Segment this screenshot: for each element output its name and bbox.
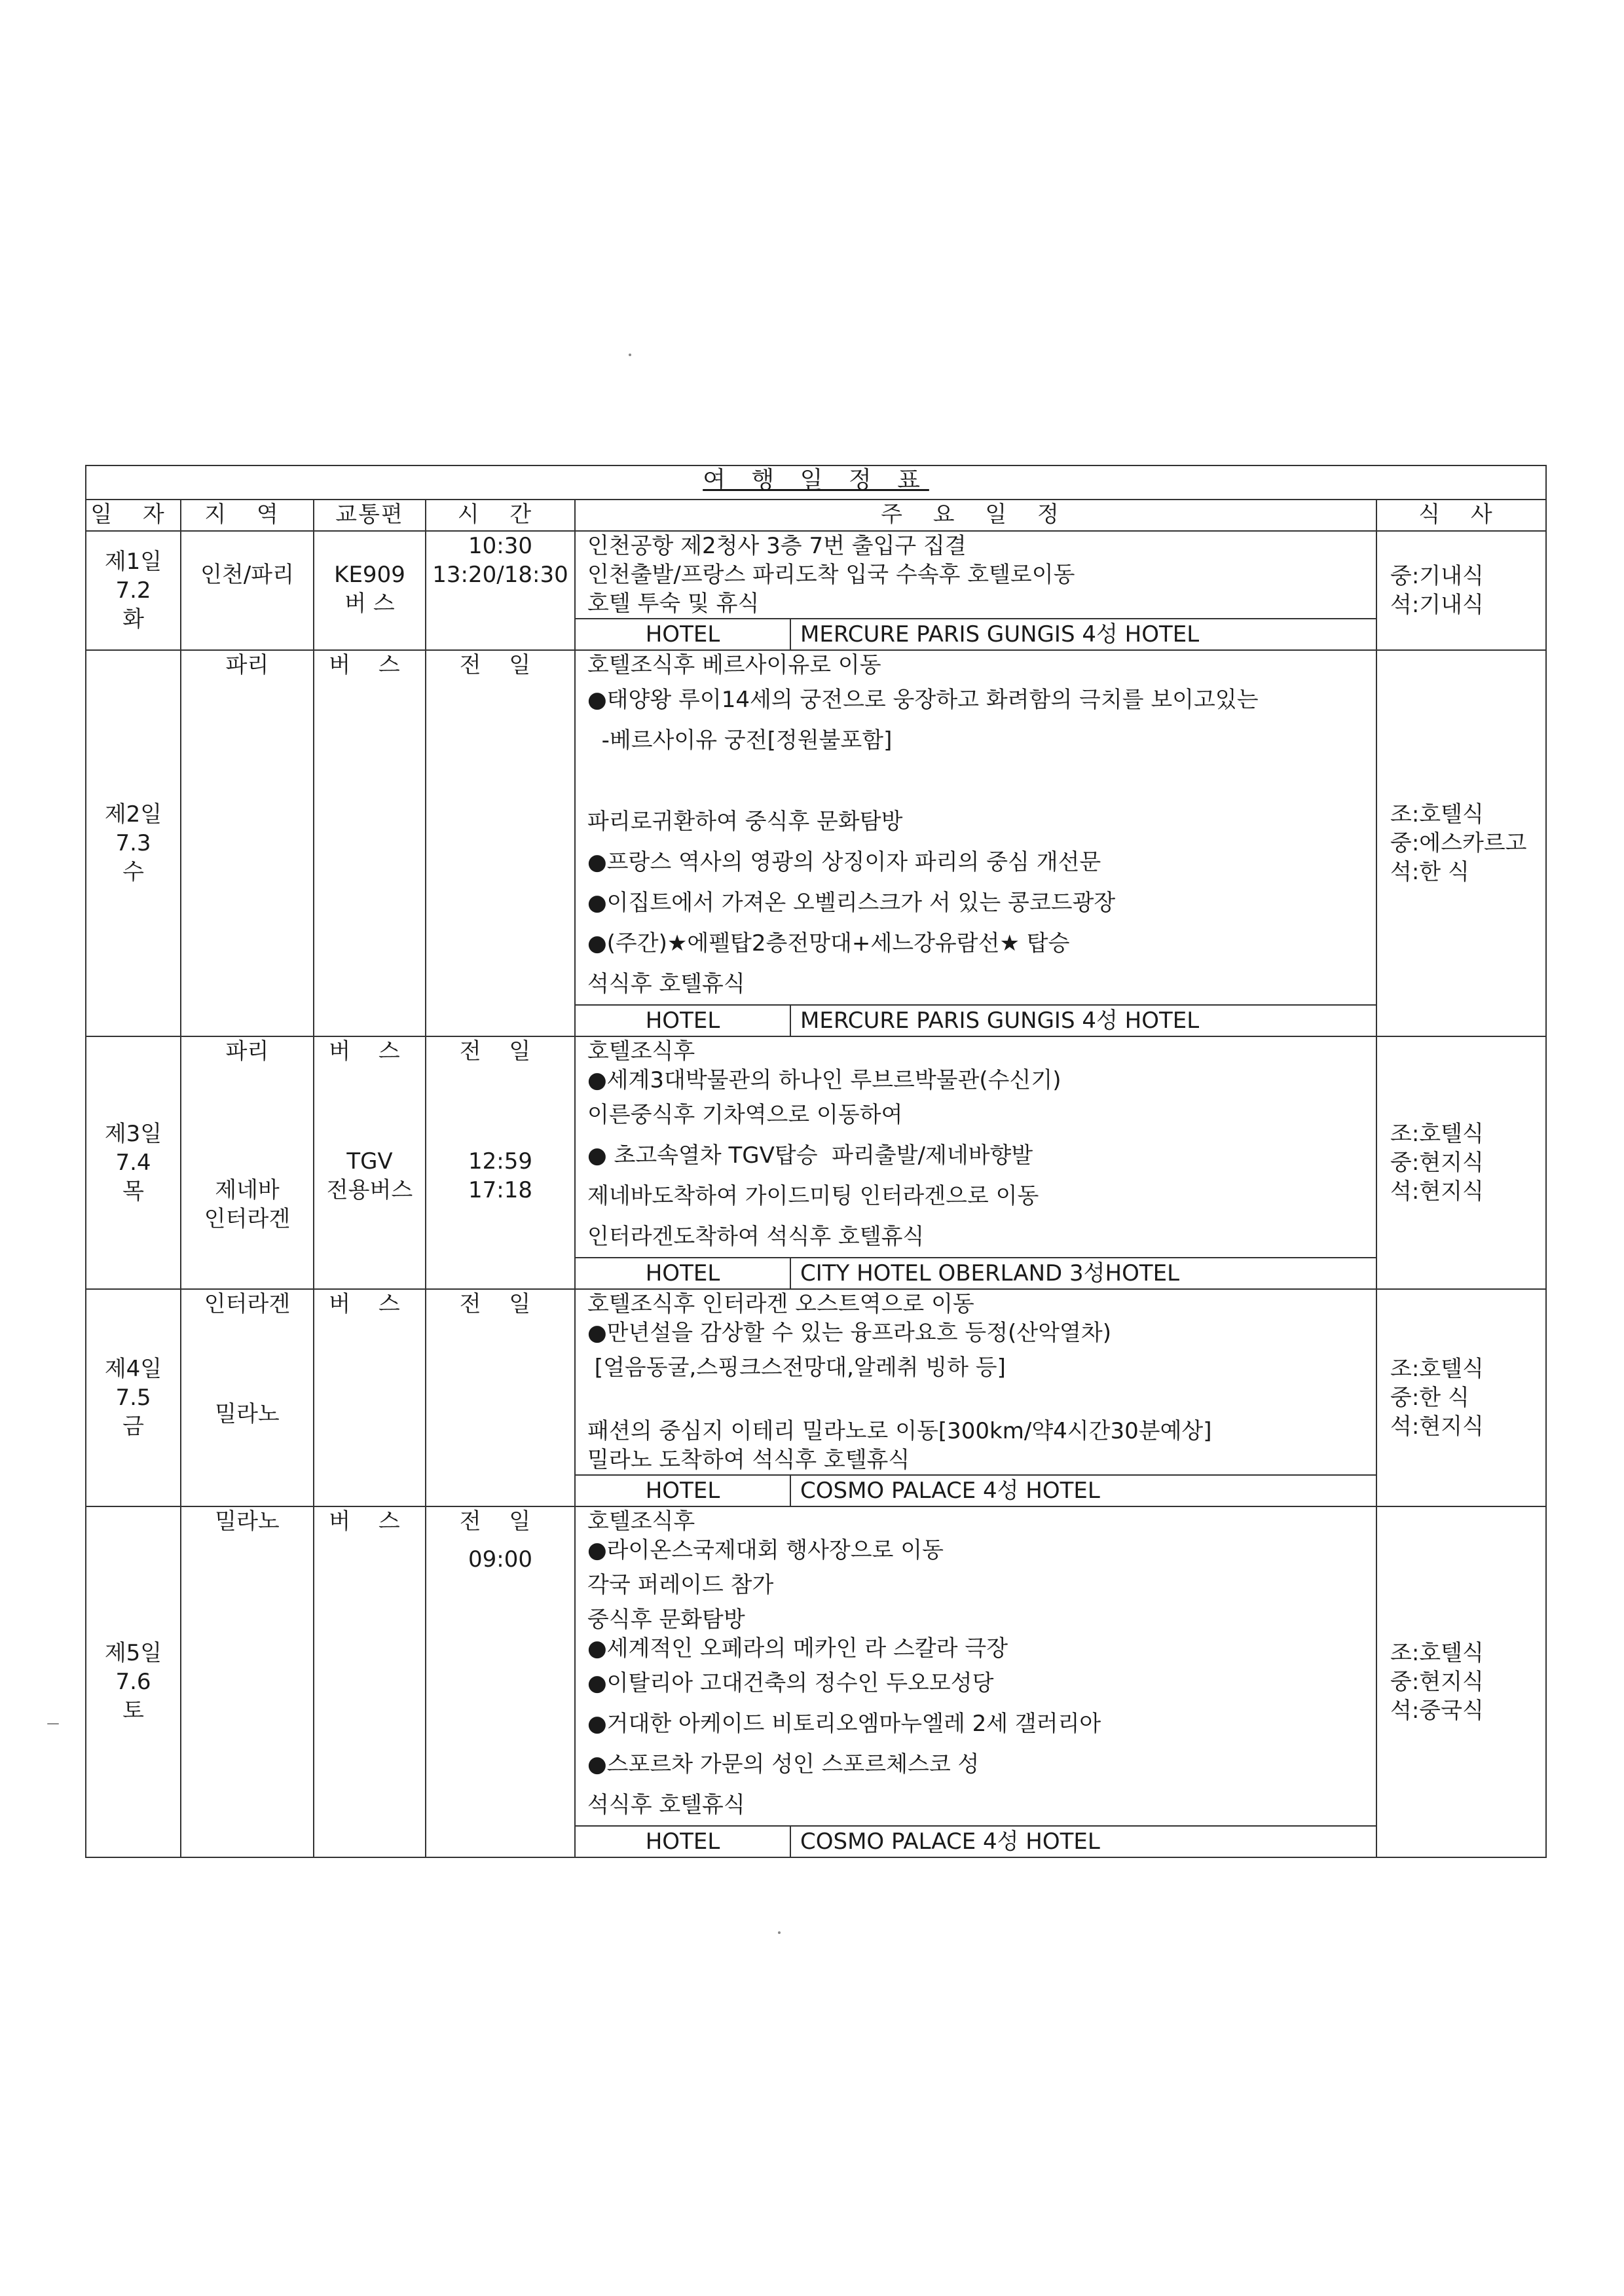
schedule-line: 호텔 투숙 및 휴식	[587, 591, 760, 617]
transport-cell	[314, 650, 426, 1036]
hotel-name: COSMO PALACE 4성 HOTEL	[800, 1478, 1100, 1504]
meal-text: 조:호텔식	[1390, 801, 1484, 828]
time-text: 17:18	[468, 1177, 532, 1203]
schedule-line: 석식후 호텔휴식	[587, 971, 745, 997]
schedule-line: ●(주간)★에펠탑2층전망대+세느강유람선★ 탑승	[587, 930, 1070, 957]
schedule-cell	[575, 1289, 1376, 1506]
header-row	[86, 500, 1546, 531]
hotel-label: HOTEL	[576, 1006, 791, 1036]
itinerary-document	[85, 465, 1545, 1858]
table-title-cell	[86, 465, 1546, 500]
region-text: 파리	[225, 652, 269, 678]
schedule-line: ●이탈리아 고대건축의 정수인 두오모성당	[587, 1670, 994, 1696]
header-meals: 식 사	[1376, 500, 1546, 531]
schedule-line: [얼음동굴,스핑크스전망대,알레취 빙하 등]	[587, 1355, 1006, 1381]
hotel-name: COSMO PALACE 4성 HOTEL	[800, 1829, 1100, 1855]
schedule-line: ●라이온스국제대회 행사장으로 이동	[587, 1537, 944, 1563]
hotel-label: HOTEL	[576, 1258, 791, 1288]
header-schedule: 주 요 일 정	[575, 500, 1376, 531]
schedule-line: 석식후 호텔휴식	[587, 1792, 745, 1818]
region-cell	[181, 1036, 314, 1289]
meal-text: 석:기내식	[1390, 592, 1484, 618]
transport-text: 전용버스	[326, 1177, 413, 1203]
day-row	[86, 531, 1546, 650]
schedule-line: 호텔조식후	[587, 1508, 695, 1535]
day-row	[86, 1506, 1546, 1857]
meal-text: 중:에스카르고	[1390, 830, 1527, 856]
hotel-name: MERCURE PARIS GUNGIS 4성 HOTEL	[800, 621, 1200, 647]
schedule-line: -베르사이유 궁전[정원불포함]	[587, 727, 893, 754]
day-number: 제3일	[104, 1121, 162, 1147]
time-text: 전 일	[459, 1291, 542, 1317]
meal-text: 중:기내식	[1390, 563, 1484, 589]
hotel-label: HOTEL	[576, 619, 791, 649]
schedule-line: ●세계적인 오페라의 메카인 라 스칼라 극장	[587, 1635, 1008, 1662]
day-weekday: 화	[122, 606, 144, 632]
transport-cell	[314, 531, 426, 650]
schedule-line: 인터라겐도착하여 석식후 호텔휴식	[587, 1224, 925, 1250]
day-cell	[86, 531, 181, 650]
transport-text: 버 스	[329, 1291, 411, 1317]
time-cell	[426, 1506, 575, 1857]
schedule-line: 인천출발/프랑스 파리도착 입국 수속후 호텔로이동	[587, 562, 1075, 588]
schedule-line: ●태양왕 루이14세의 궁전으로 웅장하고 화려함의 극치를 보이고있는	[587, 687, 1259, 713]
time-text: 12:59	[468, 1148, 532, 1175]
meals-cell	[1376, 1036, 1546, 1289]
hotel-row	[576, 618, 1376, 649]
itinerary-title: 여 행 일 정 표	[703, 467, 929, 494]
schedule-line: 파리로귀환하여 중식후 문화탐방	[587, 809, 903, 835]
day-date: 7.6	[115, 1669, 151, 1695]
hotel-row	[576, 1257, 1376, 1288]
day-date: 7.4	[115, 1150, 151, 1176]
scan-speck	[629, 354, 631, 356]
scan-speck	[778, 1931, 781, 1934]
time-text: 전 일	[459, 1038, 542, 1065]
transport-text: 버 스	[329, 652, 411, 678]
region-text: 밀라노	[215, 1508, 280, 1535]
day-number: 제2일	[104, 801, 162, 828]
time-text: 09:00	[468, 1546, 532, 1573]
meal-text: 석:한 식	[1390, 859, 1469, 885]
header-region: 지 역	[181, 500, 314, 531]
time-text: 10:30	[468, 533, 532, 559]
schedule-line: ●거대한 아케이드 비토리오엠마누엘레 2세 갤러리아	[587, 1711, 1101, 1737]
day-number: 제1일	[104, 549, 162, 575]
region-cell	[181, 1506, 314, 1857]
day-row	[86, 1036, 1546, 1289]
day-weekday: 금	[122, 1413, 144, 1440]
day-cell	[86, 1289, 181, 1506]
meal-text: 중:현지식	[1390, 1150, 1484, 1176]
meal-text: 석:현지식	[1390, 1178, 1484, 1205]
schedule-cell	[575, 1506, 1376, 1857]
transport-text: 버 스	[329, 1038, 411, 1065]
day-row	[86, 650, 1546, 1036]
day-date: 7.5	[115, 1385, 151, 1411]
schedule-line: ●스포르차 가문의 성인 스포르체스코 성	[587, 1751, 980, 1777]
header-transport: 교통편	[314, 500, 426, 531]
day-weekday: 토	[122, 1698, 144, 1724]
time-text: 전 일	[459, 1508, 542, 1535]
meal-text: 석:중국식	[1390, 1698, 1484, 1724]
transport-text: TGV	[346, 1148, 393, 1175]
schedule-line: ●프랑스 역사의 영광의 상징이자 파리의 중심 개선문	[587, 849, 1101, 875]
transport-cell	[314, 1289, 426, 1506]
hotel-name: CITY HOTEL OBERLAND 3성HOTEL	[800, 1260, 1180, 1286]
transport-text: 버 스	[344, 591, 395, 617]
region-cell	[181, 1289, 314, 1506]
schedule-line: 호텔조식후 인터라겐 오스트역으로 이동	[587, 1291, 974, 1317]
meal-text: 조:호텔식	[1390, 1356, 1484, 1382]
transport-text: 버 스	[329, 1508, 411, 1535]
region-text: 인터라겐	[204, 1291, 291, 1317]
schedule-line: 중식후 문화탐방	[587, 1607, 745, 1633]
schedule-line: 인천공항 제2청사 3층 7번 출입구 집결	[587, 533, 967, 559]
time-cell	[426, 531, 575, 650]
region-text: 인터라겐	[204, 1206, 291, 1232]
day-cell	[86, 1036, 181, 1289]
day-date: 7.3	[115, 830, 151, 856]
schedule-line: ●이집트에서 가져온 오벨리스크가 서 있는 콩코드광장	[587, 890, 1116, 916]
schedule-line: ● 초고속열차 TGV탑승 파리출발/제네바향발	[587, 1142, 1033, 1169]
day-number: 제4일	[104, 1356, 162, 1382]
day-date: 7.2	[115, 577, 151, 604]
day-weekday: 수	[122, 859, 144, 885]
itinerary-table	[85, 465, 1547, 1858]
region-text: 제네바	[215, 1177, 280, 1203]
meals-cell	[1376, 650, 1546, 1036]
day-row	[86, 1289, 1546, 1506]
hotel-label: HOTEL	[576, 1476, 791, 1506]
schedule-line	[576, 1388, 1376, 1417]
time-text: 전 일	[459, 652, 542, 678]
schedule-line: 패션의 중심지 이테리 밀라노로 이동[300km/약4시간30분예상]	[587, 1418, 1212, 1444]
time-text: 13:20/18:30	[432, 562, 568, 588]
day-cell	[86, 1506, 181, 1857]
transport-text: KE909	[334, 562, 405, 588]
day-weekday: 목	[122, 1178, 144, 1205]
schedule-line: 이른중식후 기차역으로 이동하여	[587, 1102, 903, 1128]
schedule-line: 밀라노 도착하여 석식후 호텔휴식	[587, 1447, 910, 1473]
time-cell	[426, 1289, 575, 1506]
meals-cell	[1376, 531, 1546, 650]
header-date: 일 자	[86, 500, 181, 531]
transport-cell	[314, 1036, 426, 1289]
schedule-line: ●세계3대박물관의 하나인 루브르박물관(수신기)	[587, 1067, 1061, 1093]
hotel-row	[576, 1825, 1376, 1857]
hotel-name: MERCURE PARIS GUNGIS 4성 HOTEL	[800, 1008, 1200, 1034]
time-cell	[426, 650, 575, 1036]
schedule-line: 제네바도착하여 가이드미팅 인터라겐으로 이동	[587, 1183, 1039, 1209]
schedule-line	[576, 761, 1376, 801]
transport-cell	[314, 1506, 426, 1857]
schedule-line: 각국 퍼레이드 참가	[587, 1572, 774, 1598]
schedule-cell	[575, 531, 1376, 650]
region-cell	[181, 650, 314, 1036]
day-number: 제5일	[104, 1640, 162, 1666]
hotel-label: HOTEL	[576, 1827, 791, 1857]
hotel-row	[576, 1004, 1376, 1036]
meal-text: 중:한 식	[1390, 1385, 1469, 1411]
meals-cell	[1376, 1289, 1546, 1506]
scan-speck	[47, 1723, 59, 1724]
schedule-cell	[575, 1036, 1376, 1289]
region-text: 밀라노	[215, 1401, 280, 1427]
meal-text: 중:현지식	[1390, 1669, 1484, 1695]
meal-text: 조:호텔식	[1390, 1640, 1484, 1666]
region-text: 인천/파리	[200, 562, 294, 588]
day-cell	[86, 650, 181, 1036]
hotel-row	[576, 1474, 1376, 1506]
schedule-line: 호텔조식후 베르사이유로 이동	[587, 652, 881, 678]
region-text: 파리	[225, 1038, 269, 1065]
meal-text: 석:현지식	[1390, 1413, 1484, 1440]
region-cell	[181, 531, 314, 650]
meals-cell	[1376, 1506, 1546, 1857]
time-cell	[426, 1036, 575, 1289]
header-time: 시 간	[426, 500, 575, 531]
schedule-line: 호텔조식후	[587, 1038, 695, 1065]
schedule-cell	[575, 650, 1376, 1036]
schedule-line: ●만년설을 감상할 수 있는 융프라요흐 등정(산악열차)	[587, 1320, 1111, 1346]
meal-text: 조:호텔식	[1390, 1121, 1484, 1147]
